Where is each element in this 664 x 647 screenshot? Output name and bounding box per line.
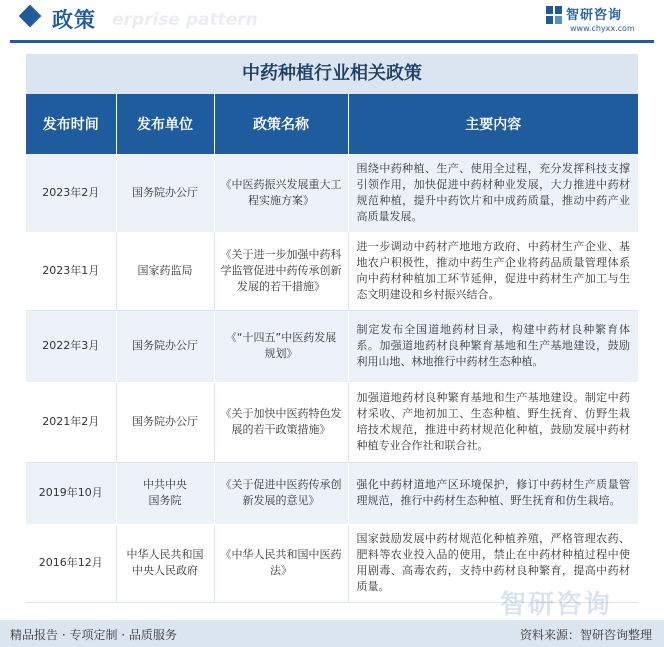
- cell-date: 2023年1月: [26, 232, 116, 310]
- footer-tagline: 精品报告 · 专项定制 · 品质服务: [10, 628, 177, 642]
- watermark-brand: 智研咨询: [500, 590, 613, 620]
- cell-issuer: 国务院办公厅: [116, 382, 214, 462]
- cell-content: 围绕中药种植、生产、使用全过程，充分发挥科技支撑引领作用，加快促进中药材种业发展，大力推进中药材规范种植，提升中药饮片和中成药质量，推动中药产业高质量发展。: [348, 154, 638, 232]
- cell-issuer: 中华人民共和国中央人民政府: [116, 524, 214, 602]
- brand-logo-block: [546, 4, 650, 38]
- background-watermark-text: erprise pattern: [112, 10, 258, 30]
- header-divider: [10, 40, 654, 43]
- cell-content: 加强道地药材良种繁育基地和生产基地建设。制定中药材采收、产地初加工、生态种植、野生抚育、仿野生栽培技术规范，推进中药材规范化种植，鼓励发展中药材种植专业合作社和联合社。: [348, 382, 638, 462]
- brand-url: www.chyxx.com: [570, 24, 635, 33]
- cell-date: 2023年2月: [26, 154, 116, 232]
- cell-issuer: 中共中央 国务院: [116, 462, 214, 524]
- policy-table: [26, 94, 638, 603]
- column-header-issuer: 发布单位: [116, 94, 214, 154]
- diamond-bullet-icon: [19, 5, 42, 28]
- column-header-policy: 政策名称: [214, 94, 348, 154]
- cell-content: 强化中药材道地产区环境保护，修订中药材生产质量管理规范，推行中药材生态种植、野生抚育和仿生栽培。: [348, 462, 638, 524]
- table-row: [26, 462, 638, 524]
- cell-date: 2016年12月: [26, 524, 116, 602]
- section-title: 政策: [52, 8, 96, 32]
- cell-policy: 《关于进一步加强中药科学监管促进中药传承创新发展的若干措施》: [214, 232, 348, 310]
- brand-logo-icon: [546, 6, 562, 24]
- table-row: [26, 382, 638, 462]
- table-header-row: [26, 94, 638, 154]
- column-header-date: 发布时间: [26, 94, 116, 154]
- cell-policy: 《“十四五”中医药发展规划》: [214, 310, 348, 382]
- footer-source: 资料来源：智研咨询整理: [519, 628, 652, 642]
- brand-name: 智研咨询: [566, 8, 623, 23]
- table-row: [26, 232, 638, 310]
- cell-policy: 《关于加快中医药特色发展的若干政策措施》: [214, 382, 348, 462]
- cell-policy: 《中医药振兴发展重大工程实施方案》: [214, 154, 348, 232]
- footer-bar: [0, 620, 664, 647]
- cell-content: 制定发布全国道地药材目录，构建中药材良种繁育体系。加强道地药材良种繁育基地和生产基地建设，鼓励利用山地、林地推行中药材生态种植。: [348, 310, 638, 382]
- cell-policy: 《中华人民共和国中医药法》: [214, 524, 348, 602]
- cell-date: 2019年10月: [26, 462, 116, 524]
- table-row: [26, 310, 638, 382]
- cell-content: 国家鼓励发展中药材规范化种植养殖，严格管理农药、肥料等农业投入品的使用，禁止在中药材种植过程中使用剧毒、高毒农药，支持中药材良种繁育，提高中药材质量。: [348, 524, 638, 602]
- policy-table-container: [26, 54, 638, 603]
- cell-policy: 《关于促进中医药传承创新发展的意见》: [214, 462, 348, 524]
- table-title: 中药种植行业相关政策: [26, 54, 638, 94]
- cell-date: 2021年2月: [26, 382, 116, 462]
- table-row: [26, 154, 638, 232]
- cell-issuer: 国家药监局: [116, 232, 214, 310]
- cell-date: 2022年3月: [26, 310, 116, 382]
- cell-issuer: 国务院办公厅: [116, 310, 214, 382]
- cell-content: 进一步调动中药材产地地方政府、中药材生产企业、基地农户积极性，推动中药生产企业将药品质量管理体系向中药材种植加工环节延伸，促进中药材生产加工与生态文明建设和乡村振兴结合。: [348, 232, 638, 310]
- column-header-content: 主要内容: [348, 94, 638, 154]
- top-bar: [0, 0, 664, 40]
- cell-issuer: 国务院办公厅: [116, 154, 214, 232]
